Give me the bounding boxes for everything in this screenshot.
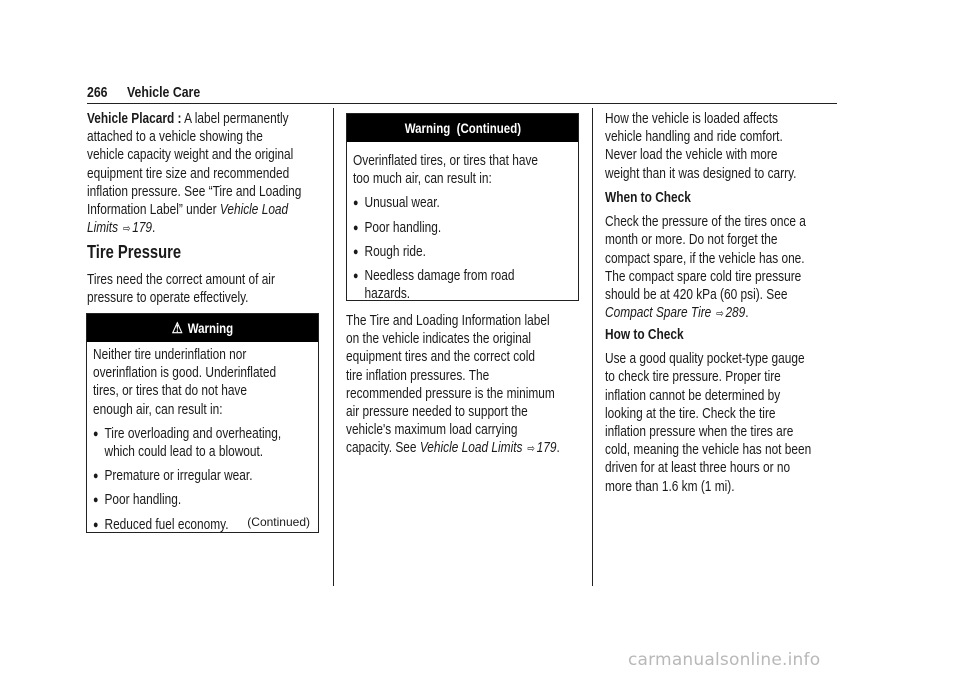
bullet-icon [353,194,358,212]
text-line: Tire overloading and overheating, [104,425,282,442]
list-item [93,425,282,461]
tire-pressure-intro [87,271,316,307]
column-1 [87,110,387,238]
text-line: to check tire pressure. Proper tire [605,369,781,386]
page-header [87,84,837,104]
text-line: A label permanently [181,111,289,127]
page-number: 266 [87,84,108,101]
text-line: vehicle capacity weight and the original [87,147,294,164]
subsection-heading: When to Check [605,190,691,206]
text-line: vehicle handling and ride comfort. [605,129,783,146]
text-line: Poor handling. [104,492,182,509]
text-line: cold, meaning the vehicle has not been [605,442,812,459]
cross-reference-link[interactable]: Vehicle Load Limits [419,440,523,457]
list-item [353,194,538,212]
text-line: inflation cannot be determined by [605,387,781,404]
bullet-icon [93,425,98,443]
text-line: Rough ride. [364,243,426,260]
page-ref-arrow-icon: ⇨ [123,223,131,236]
when-to-check-section: When to Check Check the pressure of the tires once a month or more. Do not forget the compact spare, if the vehicle has one. The compact spare cold tire pressure should be at 420 kPa (60 psi). See Compact Spare Tire ⇨ 289. [605,190,806,322]
section-title: Vehicle Care [127,84,201,101]
watermark: carmanualsonline.info [628,650,821,670]
text-line: weight than it was designed to carry. [605,165,797,182]
text-line: Poor handling. [364,219,442,236]
text-line: compact spare, if the vehicle has one. [605,250,805,267]
text-line: Unusual wear. [364,195,440,212]
page-ref-number[interactable]: 179 [536,440,557,457]
page-ref-arrow-icon: ⇨ [716,308,724,321]
text-line: pressure to operate effectively. [87,290,249,307]
text-line: hazards. [364,286,411,303]
text-line: Overinflated tires, or tires that have [353,153,539,169]
text-line: The Tire and Loading Information label [346,313,550,329]
text-line: Check the pressure of the tires once a [605,214,806,231]
text-line: Never load the vehicle with more [605,147,778,164]
section-heading: Tire Pressure [87,242,182,262]
list-item [93,467,278,485]
text-line: Needless damage from road [364,268,515,285]
text-line: inflation pressure when the tires are [605,424,794,441]
vehicle-placard-definition: Vehicle Placard : A label permanently attached to a vehicle showing the vehicle capacity weight and the original equipment tire size and recommended inflation pressure. See “Tire and Loading Information Label” under Vehicle Load Limits ⇨ 179. [87,111,302,237]
column-3 [605,110,838,183]
warning-triangle-icon: ⚠ [171,320,183,337]
warning-title: Warning (Continued) [404,120,521,136]
text-line: How the vehicle is loaded affects [605,111,778,127]
text-line: equipment tires and the correct cold [346,349,536,366]
text-line: Premature or irregular wear. [104,468,253,485]
page-ref-number[interactable]: 289 [725,305,746,322]
text-line: tires, or tires that do not have [93,383,247,400]
bullet-icon [93,467,98,485]
warning-header [347,114,578,142]
tire-loading-info-paragraph: The Tire and Loading Information label on the vehicle indicates the original equipment tires and the correct cold tire inflation pressures. The recommended pressure is the minimum air pressure needed to support the vehicle's maximum load carrying capacity. See Vehicle Load Limits ⇨ 179. [346,313,560,457]
bullet-icon [93,516,98,534]
text-line: air pressure needed to support the [346,404,528,421]
warning-title: Warning [187,320,234,336]
warning-box [86,313,319,533]
text-line: attached to a vehicle showing the [87,129,263,146]
text-line: Neither tire underinflation nor [93,347,247,363]
text-line: Information Label” under [87,202,220,219]
continued-label: (Continued) [247,515,310,529]
subsection-heading: How to Check [605,327,684,343]
warning-header [87,314,318,342]
cross-reference-link[interactable]: Vehicle Load [219,202,289,219]
text-line: vehicle's maximum load carrying [346,422,518,439]
text-line: which could lead to a blowout. [104,444,264,461]
bullet-icon [93,491,98,509]
bullet-icon [353,243,358,261]
text-line: overinflation is good. Underinflated [93,365,277,382]
text-line: on the vehicle indicates the original [346,331,532,348]
text-line: month or more. Do not forget the [605,232,778,249]
text-line: driven for at least three hours or no [605,460,791,477]
text-line: more than 1.6 km (1 mi). [605,478,735,495]
text-line: should be at 420 kPa (60 psi). See [605,287,788,304]
text-line: looking at the tire. Check the tire [605,405,776,422]
text-line: enough air, can result in: [93,401,223,418]
bullet-icon [353,267,358,285]
list-item [353,219,538,237]
text-line: too much air, can result in: [353,171,492,188]
text-line: Tires need the correct amount of air [87,272,275,288]
text-line: equipment tire size and recommended [87,165,290,182]
warning-box-continued [346,113,579,301]
list-item [353,243,538,261]
how-to-check-section [605,326,857,496]
text-line: Use a good quality pocket-type gauge [605,351,805,368]
text-line: tire inflation pressures. The [346,367,490,384]
list-item [93,491,278,509]
text-line: recommended pressure is the minimum [346,385,555,402]
text-line: The compact spare cold tire pressure [605,268,802,285]
text-line: inflation pressure. See “Tire and Loading [87,183,302,200]
page-ref-arrow-icon: ⇨ [527,443,535,456]
text-line: capacity. See [346,440,420,457]
page-ref-number[interactable]: 179 [132,220,153,237]
cross-reference-link[interactable]: Compact Spare Tire [605,305,712,322]
bullet-icon [353,219,358,237]
text-line: Reduced fuel economy. [104,516,229,533]
placard-term: Vehicle Placard : [87,111,182,127]
list-item [353,267,538,303]
cross-reference-link[interactable]: Limits [87,220,119,237]
